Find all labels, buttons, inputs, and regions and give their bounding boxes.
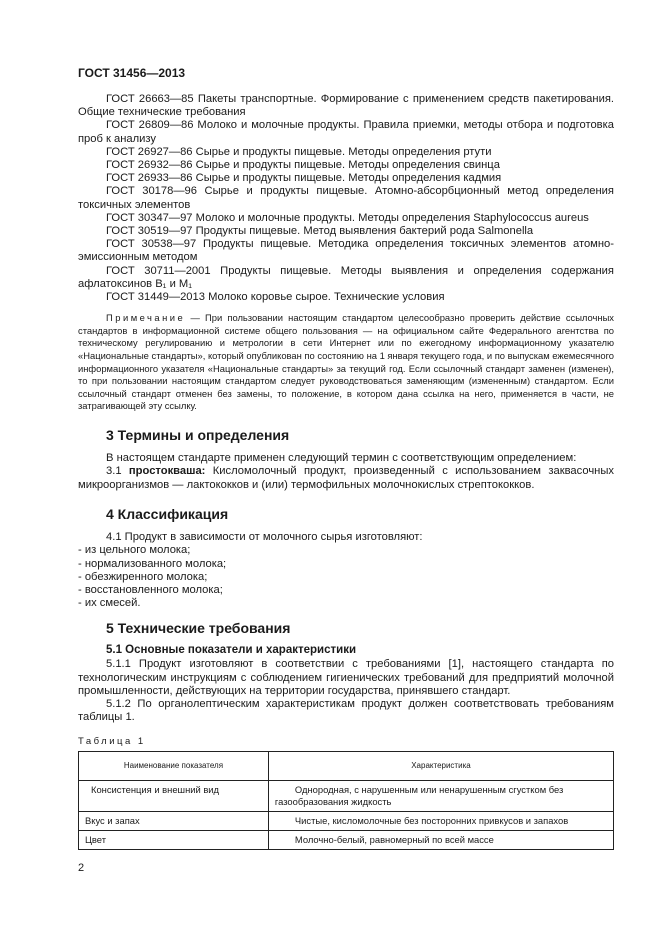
column-header: Наименование показателя (79, 752, 269, 781)
reference-item: ГОСТ 30178—96 Сырье и продукты пищевые. Атомно-абсорбционный метод определения токсичных элементов (78, 185, 614, 211)
note-text: — При пользовании настоящим стандартом целесообразно проверить действие ссылочных стандартов в информационной системе общего пользования — на официальном сайте Федерального агентства по техническому регулированию и метрологии в сети Интернет или по ежегодному информационному указателю «Национальные стандарты», который опубликован по состоянию на 1 января текущего года, и по выпускам ежемесячного информационного указателя «Национальные стандарты» за текущий год. Если ссылочный стандарт заменен (изменен), то при пользовании настоящим стандартом следует руководствоваться заменяющим (измененным) стандартом. Если ссылочный стандарт отменен без замены, то положение, в котором дана ссылка на него, применяется в части, не затрагивающей эту ссылку. (78, 312, 614, 412)
page-number: 2 (78, 862, 85, 875)
term-definition (78, 465, 614, 492)
note (78, 312, 614, 413)
list-item: - восстановленного молока; (78, 584, 223, 597)
term-number: 3.1 (106, 465, 129, 478)
section-4-body (78, 531, 614, 610)
reference-item: ГОСТ 30519—97 Продукты пищевые. Метод выявления бактерий рода Salmonella (106, 225, 534, 238)
section-5-1-title: 5.1 Основные показатели и характеристики (106, 644, 357, 657)
table-cell: Вкус и запах (79, 812, 269, 831)
section-5-body (78, 658, 614, 724)
table-row (79, 831, 614, 850)
reference-item: ГОСТ 26932—86 Сырье и продукты пищевые. Методы определения свинца (106, 159, 500, 172)
document-header: ГОСТ 31456—2013 (78, 66, 186, 80)
section-3-body (78, 452, 614, 492)
reference-item: ГОСТ 26663—85 Пакеты транспортные. Формирование с применением средств пакетирования. Общие технические требования (78, 93, 614, 119)
column-header: Характеристика (268, 752, 613, 781)
list-item: - обезжиренного молока; (78, 570, 208, 583)
references-list (78, 93, 614, 304)
table-caption: Таблица 1 (78, 736, 146, 748)
table-cell: Молочно-белый, равномерный по всей массе (268, 831, 613, 850)
term: простокваша: (128, 465, 206, 478)
list-item: - из цельного молока; (78, 544, 191, 557)
section-4-intro: 4.1 Продукт в зависимости от молочного сырья изготовляют: (106, 531, 423, 544)
table-cell: Чистые, кисломолочные без посторонних привкусов и запахов (268, 812, 613, 831)
reference-item: ГОСТ 30538—97 Продукты пищевые. Методика определения токсичных элементов атомно-эмиссионным методом (78, 238, 614, 264)
list-item: - нормализованного молока; (78, 557, 227, 570)
reference-item: ГОСТ 31449—2013 Молоко коровье сырое. Технические условия (106, 291, 445, 304)
table-row (79, 781, 614, 812)
table-cell: Консистенция и внешний вид (79, 781, 269, 812)
table-row (79, 812, 614, 831)
note-label: Примечание (106, 312, 186, 324)
reference-item: ГОСТ 26927—86 Сырье и продукты пищевые. Методы определения ртути (106, 145, 492, 158)
paragraph-5-1-2: 5.1.2 По органолептическим характеристикам продукт должен соответствовать требованиям таблицы 1. (78, 698, 614, 724)
list-item: - их смесей. (78, 597, 141, 610)
reference-item: ГОСТ 30347—97 Молоко и молочные продукты. Методы определения Staphylococcus aureus (106, 211, 589, 224)
section-3-title: 3 Термины и определения (106, 427, 290, 443)
table-cell: Однородная, с нарушенным или ненарушенным сгустком без газообразования жидкость (268, 781, 613, 812)
table-1 (78, 751, 614, 850)
paragraph-5-1-1: 5.1.1 Продукт изготовляют в соответствии с требованиями [1], настоящего стандарта по технологическим инструкциям с соблюдением гигиенических требований для предприятий молочной промышленности, действующих на территории государства, принявшего стандарт. (78, 658, 614, 697)
reference-item: ГОСТ 26809—86 Молоко и молочные продукты. Правила приемки, методы отбора и подготовка проб к анализу (78, 119, 614, 145)
reference-item: ГОСТ 30711—2001 Продукты пищевые. Методы выявления и определения содержания афлатоксинов B₁ и M₁ (78, 264, 614, 290)
section-4-title: 4 Классификация (106, 506, 229, 523)
reference-item: ГОСТ 26933—86 Сырье и продукты пищевые. Методы определения кадмия (106, 172, 502, 185)
definition: Кисломолочный продукт, произведенный с использованием заквасочных микроорганизмов — лактококков и (или) термофильных молочнокислых стрептококков. (78, 465, 614, 491)
section-5-title: 5 Технические требования (106, 620, 291, 637)
document-body (78, 93, 614, 875)
table-cell: Цвет (79, 831, 269, 850)
section-3-intro: В настоящем стандарте применен следующий термин с соответствующим определением: (106, 452, 577, 464)
table-header-row (79, 752, 614, 781)
